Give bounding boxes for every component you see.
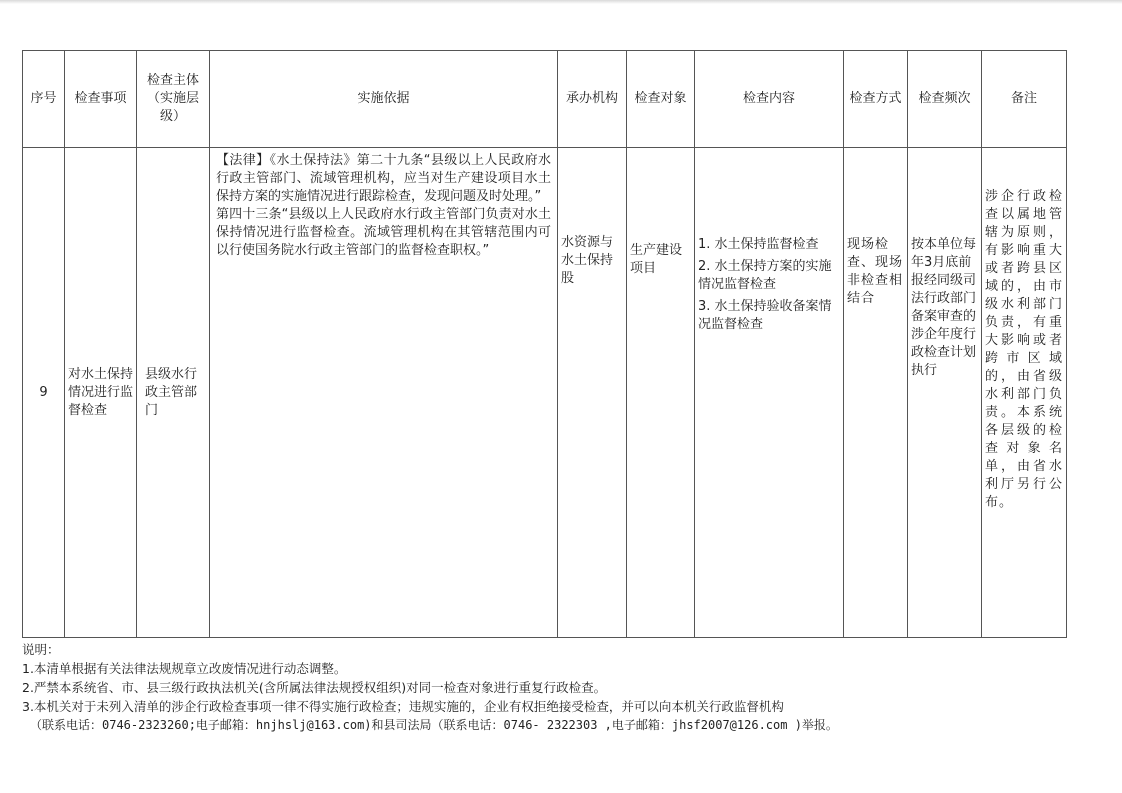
row-target: 生产建设项目 <box>627 148 695 638</box>
row-frequency: 按本单位每年3月底前报经同级司法行政部门备案审查的涉企年度行政检查计划执行 <box>908 148 982 638</box>
scan-edge <box>0 0 1122 4</box>
header-frequency: 检查频次 <box>908 51 982 148</box>
header-agency: 承办机构 <box>558 51 627 148</box>
table-row <box>23 148 1067 638</box>
header-seq: 序号 <box>23 51 65 148</box>
row-content <box>695 148 844 638</box>
row-remark: 涉企行政检查以属地管辖为原则，有影响重大或者跨县区域的，由市级水利部门负责，有重大影响或者跨市区域的，由省级水利部门负责。本系统各层级的检查对象名单，由省水利厅另行公布。 <box>982 148 1067 638</box>
header-target: 检查对象 <box>627 51 695 148</box>
header-basis: 实施依据 <box>210 51 558 148</box>
row-basis <box>210 148 558 638</box>
inspection-table <box>22 50 1067 638</box>
row-agency: 水资源与水土保持股 <box>558 148 627 638</box>
row-item: 对水土保持情况进行监督检查 <box>65 148 137 638</box>
note-line: 3.本机关对于未列入清单的涉企行政检查事项一律不得实施行政检查；违规实施的，企业有权拒绝接受检查，并可以向本机关行政监督机构 <box>22 699 784 714</box>
row-subject: 县级水行政主管部门 <box>137 148 210 638</box>
note-contact: （联系电话：0746-2323260;电子邮箱：hnjhslj@163.com)和县司法局（联系电话：0746- 2322303 ,电子邮箱：jhsf2007@126.com )举报。 <box>30 718 838 732</box>
content-item: 3. 水土保持验收备案情况监督检查 <box>698 299 832 332</box>
header-row <box>23 51 1067 148</box>
header-remark: 备注 <box>982 51 1067 148</box>
row-seq: 9 <box>23 148 65 638</box>
content-item: 1. 水土保持监督检查 <box>698 237 819 252</box>
note-line: 1.本清单根据有关法律法规规章立改废情况进行动态调整。 <box>22 661 347 676</box>
row-method: 现场检查、现场非检查相结合 <box>844 148 908 638</box>
header-item: 检查事项 <box>65 51 137 148</box>
header-content: 检查内容 <box>695 51 844 148</box>
notes-section <box>22 640 1066 735</box>
content-item: 2. 水土保持方案的实施情况监督检查 <box>698 259 832 292</box>
notes-title: 说明： <box>22 642 60 657</box>
header-subject: 检查主体（实施层级） <box>137 51 210 148</box>
basis-paragraph: 第四十三条“县级以上人民政府水行政主管部门负责对水土保持情况进行监督检查。流域管理机构在其管辖范围内可以行使国务院水行政主管部门的监督检查职权。” <box>216 207 551 258</box>
note-line: 2.严禁本系统省、市、县三级行政执法机关(含所属法律法规授权组织)对同一检查对象进行重复行政检查。 <box>22 680 607 695</box>
header-method: 检查方式 <box>844 51 908 148</box>
basis-paragraph: 【法律】《水土保持法》第二十九条“县级以上人民政府水行政主管部门、流域管理机构，应当对生产建设项目水土保持方案的实施情况进行跟踪检查，发现问题及时处理。” <box>216 153 551 204</box>
